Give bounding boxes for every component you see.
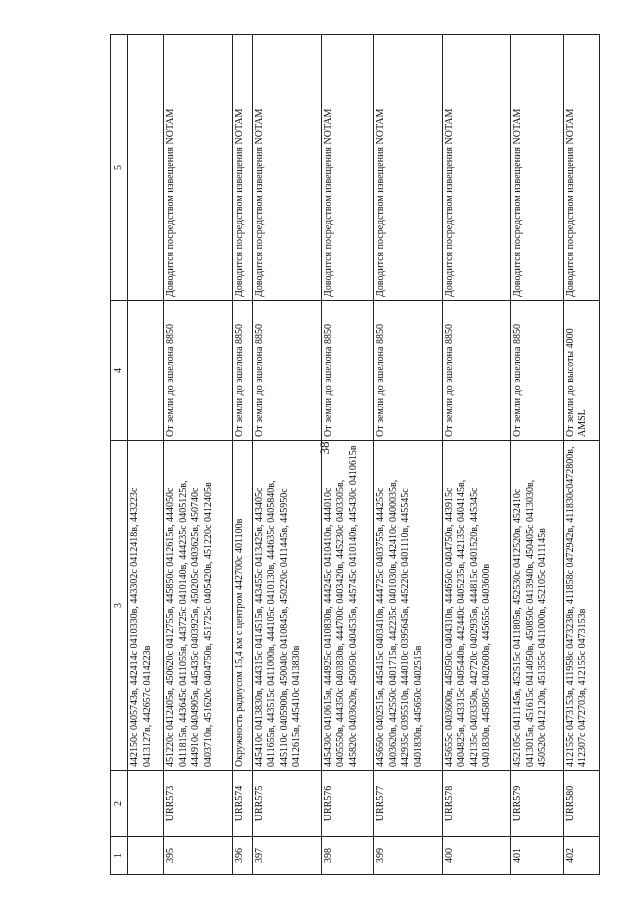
row-number-cell: 399 (374, 837, 443, 875)
coords-cell: 445410с 0413830в, 444315с 0414515в, 443455с 0413425в, 443405с 0411655в, 443515с 0411000в, 444105с 0410130в, 444635с 0405840в, 445110с 0405900в, 450040с 0410845в, 450220с 0411445в, 445950с 0412615в, 445410с 0413830в (252, 441, 321, 771)
column-header-3: 3 (111, 441, 128, 771)
altitude-limits-cell: От земли до эшелона 8850 (252, 301, 321, 441)
note-cell: Доводится посредством извещения NOTAM (511, 35, 563, 301)
zone-code-cell: URR576 (321, 771, 373, 837)
note-cell: Доводится посредством извещения NOTAM (232, 35, 252, 301)
table-row (164, 35, 233, 875)
altitude-limits-cell: От земли до эшелона 8850 (374, 301, 443, 441)
zone-code-cell: URR575 (252, 771, 321, 837)
row-number-cell: 400 (442, 837, 511, 875)
row-number-cell: 395 (164, 837, 233, 875)
coords-cell: 445430с 0410615в, 444925с 0410830в, 444245с 0410410в, 444010с 0405550в, 444350с 0403830в, 444700с 0403420в, 445230с 0403305в, 445820с 0403620в, 450050с 0404535в, 445745с 0410140в, 445430с 0410615в (321, 441, 373, 771)
row-number-cell: 402 (563, 837, 599, 875)
altitude-limits-cell: От земли до эшелона 8850 (321, 301, 373, 441)
page-number: 38 (317, 441, 332, 455)
altitude-limits-cell: От земли до эшелона 8850 (164, 301, 233, 441)
column-header-4: 4 (111, 301, 128, 441)
coords-cell: Окружность радиусом 15,4 км с центром 442700с 401100в (232, 441, 252, 771)
zone-code-cell: URR573 (164, 771, 233, 837)
column-header-1: 1 (111, 837, 128, 875)
note-cell: Доводится посредством извещения NOTAM (563, 35, 599, 301)
note-cell: Доводится посредством извещения NOTAM (164, 35, 233, 301)
row-number-cell: 396 (232, 837, 252, 875)
zone-code-cell: URR580 (563, 771, 599, 837)
zone-code-cell: URR579 (511, 771, 563, 837)
note-cell: Доводится посредством извещения NOTAM (321, 35, 373, 301)
note-cell: Доводится посредством извещения NOTAM (374, 35, 443, 301)
table-row (563, 35, 599, 875)
restricted-zones-table (110, 34, 600, 875)
note-cell: Доводится посредством извещения NOTAM (252, 35, 321, 301)
zone-code-cell: URR577 (374, 771, 443, 837)
column-header-2: 2 (111, 771, 128, 837)
zone-code-cell: URR578 (442, 771, 511, 837)
coords-cell: 452105с 0411145в, 452515с 0411805в, 452530с 0412520в, 452410с 0413015в, 451615с 0414050в, 450850с 0413940в, 450405с 0413030в, 450520с 0412120в, 451355с 0411000в, 452105с 0411145в (511, 441, 563, 771)
continuation-row (128, 35, 164, 875)
table-row (511, 35, 563, 875)
table-row (252, 35, 321, 875)
table-row (442, 35, 511, 875)
altitude-limits-cell: От земли до эшелона 8850 (442, 301, 511, 441)
coords-cell: 445655с 0403600в, 445050с 0404310в, 444650с 0404750в, 443915с 0404825в, 443315с 0405440в, 442440с 0405235в, 442135с 0404145в, 442135с 0403350в, 442720с 0402935в, 444815с 0401520в, 445345с 0401830в, 445805с 0402600в, 445655с 0403600в (442, 441, 511, 771)
note-cell: Доводится посредством извещения NOTAM (442, 35, 511, 301)
table-row (321, 35, 373, 875)
row-number-cell: 401 (511, 837, 563, 875)
column-header-5: 5 (111, 35, 128, 301)
coords-cell: 442150с 0405743в, 442414с 0410330в, 443302с 0412418в, 443223с 0413127в, 442657с 0414223в (128, 441, 164, 771)
altitude-limits-cell: От земли до эшелона 8850 (511, 301, 563, 441)
altitude-limits-cell: От земли до высоты 4000 AMSL (563, 301, 599, 441)
coords-cell: 445650с 0402515в, 445415с 0403410в, 444725с 0403755в, 444255с 0403620в, 442550с 0401715в, 442235с 0401030в, 442410с 0400035в, 442935с 0395510в, 444010с 0395645в, 445220с 0401110в, 445545с 0401830в, 445650с 0402515в (374, 441, 443, 771)
table-row (232, 35, 252, 875)
row-number-cell: 398 (321, 837, 373, 875)
altitude-limits-cell: От земли до эшелона 8850 (232, 301, 252, 441)
coords-cell: 451220с 0412405в, 450620с 0412755в, 445850с 0412615в, 444050с 0411815в, 443645с 0411055в, 443725с 0410140в, 444235с 0405125в, 444910с 0404905в, 445435с 0403925в, 450205с 0403625в, 450740с 0403710в, 451620с 0404750в, 451725с 0405420в, 451220с 0412405в (164, 441, 233, 771)
row-number-cell: 397 (252, 837, 321, 875)
column-number-row (111, 35, 128, 875)
coords-cell: 412155с 0473153в, 411958с 0473238в, 411858с 0472942в, 411830с0472800в, 412307с 0472703в, 412155с 0473153в (563, 441, 599, 771)
table-row (374, 35, 443, 875)
zone-code-cell: URR574 (232, 771, 252, 837)
restricted-zones-table-wrapper (110, 35, 600, 875)
